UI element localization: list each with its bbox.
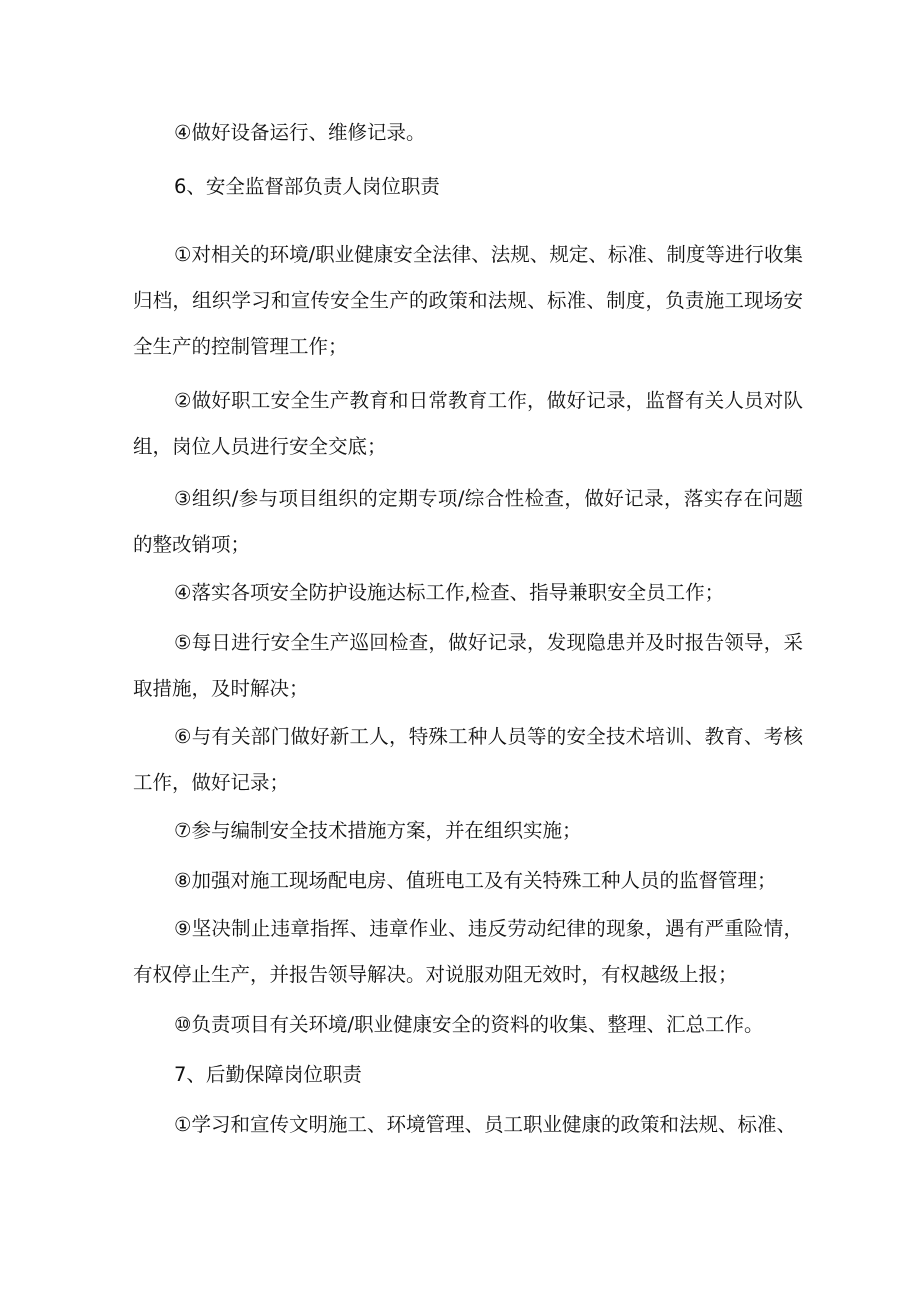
duty-item-1: ①对相关的环境/职业健康安全法律、法规、规定、标准、制度等进行收集归档，组织学习和宣传安全生产的政策和法规、标准、制度，负责施工现场安全生产的控制管理工作； <box>133 243 803 358</box>
duty-item-5: ⑤每日进行安全生产巡回检查，做好记录，发现隐患并及时报告领导，采取措施，及时解决； <box>133 631 803 700</box>
duty-item-4: ④落实各项安全防护设施达标工作,检查、指导兼职安全员工作； <box>174 581 725 604</box>
duty-item-6: ⑥与有关部门做好新工人，特殊工种人员等的安全技术培训、教育、考核工作，做好记录； <box>133 725 803 794</box>
section-6-heading: 6、安全监督部负责人岗位职责 <box>174 175 440 198</box>
duty-item-8: ⑧加强对施工现场配电房、值班电工及有关特殊工种人员的监督管理； <box>174 869 777 892</box>
duty-item-7: ⑦参与编制安全技术措施方案，并在组织实施； <box>174 819 582 842</box>
duty-item-9: ⑨坚决制止违章指挥、违章作业、违反劳动纪律的现象，遇有严重险情，有权停止生产，并报告领导解决。对说服劝阻无效时，有权越级上报； <box>133 917 803 986</box>
duty-item-3: ③组织/参与项目组织的定期专项/综合性检查，做好记录，落实存在问题的整改销项； <box>133 487 803 556</box>
section-7-heading: 7、后勤保障岗位职责 <box>174 1063 362 1086</box>
duty-item-2: ②做好职工安全生产教育和日常教育工作，做好记录，监督有关人员对队组，岗位人员进行安全交底； <box>133 389 803 458</box>
duty-item-10: ⑩负责项目有关环境/职业健康安全的资料的收集、整理、汇总工作。 <box>174 1013 764 1036</box>
item-4-equipment-records: ④做好设备运行、维修记录。 <box>174 121 426 144</box>
logistics-item-1: ①学习和宣传文明施工、环境管理、员工职业健康的政策和法规、标准、 <box>174 1113 796 1136</box>
